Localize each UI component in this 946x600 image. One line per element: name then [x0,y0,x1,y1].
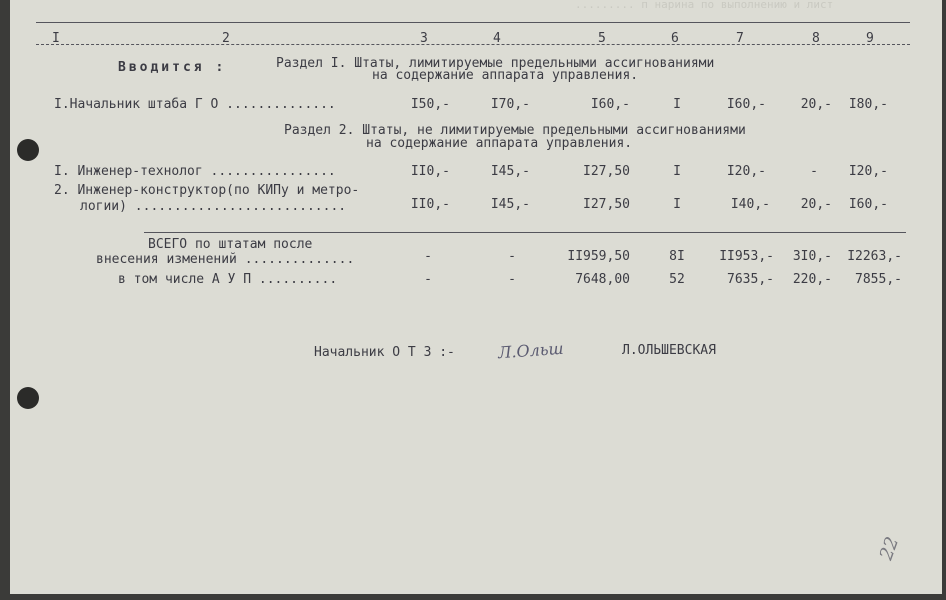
document-page [10,0,942,594]
punch-hole [17,139,39,161]
cell-col5: II959,50 [567,249,630,264]
row-name: 2. Инженер-конструктор(по КИПу и метро- [54,183,360,198]
col-num-3: 3 [420,31,428,46]
cell-col7: I60,- [726,97,766,112]
row-name: I. Инженер-технолог ................ [54,164,336,179]
col-num-2: 2 [222,31,230,46]
bleed-through-text: ......... п нарина по выполнению и лист [575,0,834,11]
cell-col5: I60,- [590,97,630,112]
cell-col3: - [424,272,432,287]
page-number: 22 [875,534,904,563]
section2-title: Раздел 2. Штаты, не лимитируемые предельными ассигнованиями [284,123,746,138]
cell-col4: - [508,249,516,264]
cell-col7: II953,- [719,249,774,264]
cell-col7: I20,- [726,164,766,179]
col-num-7: 7 [736,31,744,46]
cell-col9: I60,- [848,197,888,212]
cell-col6: 52 [669,272,685,287]
cell-col3: - [424,249,432,264]
cell-col3: II0,- [410,197,450,212]
cell-col9: I2263,- [847,249,902,264]
cell-col8: 20,- [800,97,832,112]
handwritten-signature: Л.Ольш [497,338,565,363]
section1-title: Раздел I. Штаты, лимитируемые предельными ассигнованиями [276,56,715,71]
signatory-name: Л.ОЛЬШЕВСКАЯ [622,343,716,358]
cell-col5: I27,50 [583,164,630,179]
cell-col9: I80,- [848,97,888,112]
cell-col4: I45,- [490,164,530,179]
header-rule-top [36,22,910,23]
col-num-5: 5 [598,31,606,46]
cell-col8: 3I0,- [792,249,832,264]
cell-col3: I50,- [410,97,450,112]
cell-col4: I45,- [490,197,530,212]
row-name: ВСЕГО по штатам после [148,237,313,252]
intro-label: Вводится : [118,60,227,75]
cell-col8: 220,- [792,272,832,287]
section1-subtitle: на содержание аппарата управления. [372,68,639,83]
cell-col4: I70,- [490,97,530,112]
col-num-6: 6 [671,31,679,46]
cell-col6: 8I [669,249,685,264]
cell-col9: I20,- [848,164,888,179]
col-num-1: I [52,31,60,46]
row-name: в том числе А У П .......... [118,272,338,287]
row-name: I.Начальник штаба Г О .............. [54,97,336,112]
signature-label: Начальник О Т З :- [314,345,455,360]
cell-col6: I [673,97,681,112]
col-num-9: 9 [866,31,874,46]
col-num-4: 4 [493,31,501,46]
cell-col8: 20,- [800,197,832,212]
cell-col8: - [810,164,818,179]
cell-col4: - [508,272,516,287]
cell-col5: I27,50 [583,197,630,212]
cell-col6: I [673,197,681,212]
punch-hole [17,387,39,409]
cell-col9: 7855,- [855,272,902,287]
col-num-8: 8 [812,31,820,46]
cell-col3: II0,- [410,164,450,179]
cell-col6: I [673,164,681,179]
row-name-continued: логии) ........................... [80,199,347,214]
section2-subtitle: на содержание аппарата управления. [366,136,633,151]
cell-col5: 7648,00 [575,272,630,287]
cell-col7: I40,- [730,197,770,212]
header-rule-dashed [36,44,910,45]
row-name-continued: внесения изменений .............. [96,252,355,267]
totals-rule [144,232,906,233]
cell-col7: 7635,- [727,272,774,287]
